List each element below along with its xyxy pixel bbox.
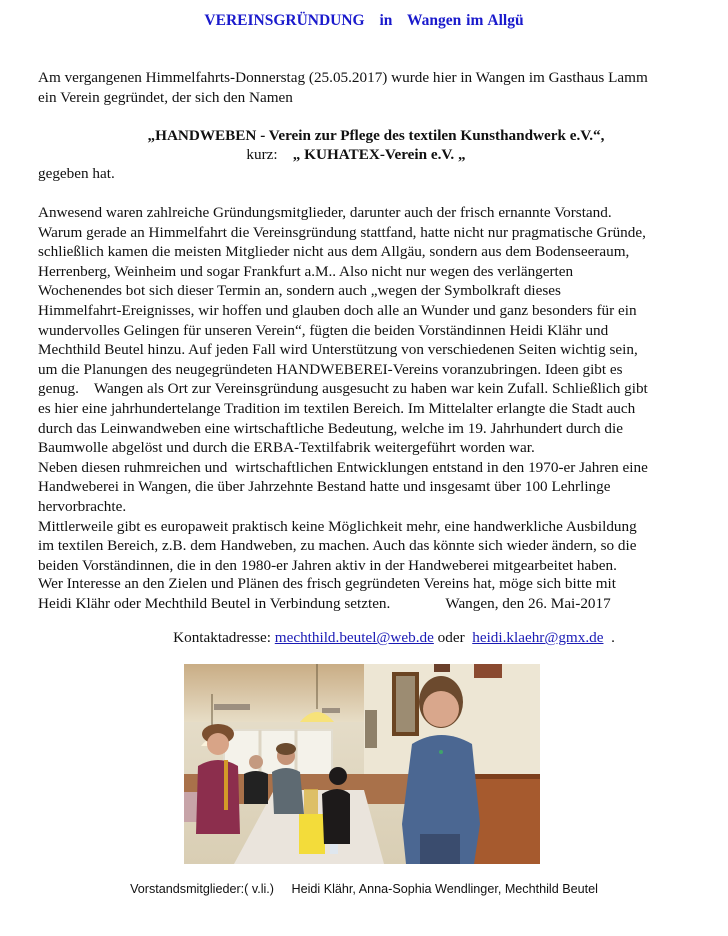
group-photo <box>184 664 540 864</box>
text-line: Anwesend waren zahlreiche Gründungsmitglieder, darunter auch der frisch ernannte Vorstand. <box>38 204 612 221</box>
title-part-1: VEREINSGRÜNDUNG <box>204 12 365 29</box>
club-full-name: „HANDWEBEN - Verein zur Pflege des textilen Kunsthandwerk e.V.“, <box>147 127 605 144</box>
text-line: schließlich kamen die meisten Mitglieder nicht aus dem Allgäu, sondern aus dem Bodenseeraum, <box>38 243 630 261</box>
text-line: Wer Interesse an den Zielen und Plänen des frisch gegründeten Vereins hat, möge sich bitte mit <box>38 575 616 592</box>
text-line: Baumwolle abgelöst und durch die ERBA-Textilfabrik weitergeführt worden war. <box>38 439 535 457</box>
title-part-3: Wangen im Allgü <box>407 12 524 29</box>
text-line: Handweberei in Wangen, die über Jahrzehnte Bestand hatte und insgesamt über 100 Lehrlinge <box>38 478 611 496</box>
closing-paragraph <box>38 574 698 613</box>
club-short-name <box>0 145 720 165</box>
contact-line <box>30 628 728 648</box>
short-label: kurz: <box>246 146 278 163</box>
text-line: um die Planungen des neugegründeten HANDWEBEREI-Vereins voranzubringen. Ideen gibt es <box>38 360 623 378</box>
text-line: wundervolles Gelingen für unseren Verein“, fügten die beiden Vorständinnen Heidi Klähr und <box>38 321 609 339</box>
intro-paragraph <box>38 68 698 107</box>
text-line: Warum gerade an Himmelfahrt die Vereinsgründung stattfand, hatte nicht nur pragmatische Gründe, <box>38 223 646 241</box>
text-line: Am vergangenen Himmelfahrts-Donnerstag (25.05.2017) wurde hier in Wangen im Gasthaus Lamm <box>38 69 648 86</box>
caption-label: Vorstandsmitglieder:( v.li.) <box>130 882 275 896</box>
caption-names: Heidi Klähr, Anna-Sophia Wendlinger, Mechthild Beutel <box>291 882 598 896</box>
photo-illustration <box>184 664 540 864</box>
place-date: Wangen, den 26. Mai-2017 <box>445 594 611 612</box>
page-title <box>0 12 728 30</box>
contact-label: Kontaktadresse: <box>173 629 271 646</box>
text-line: genug. Wangen als Ort zur Vereinsgründung ausgesucht zu haben war kein Zufall. Schließlich gibt <box>38 380 648 398</box>
text-line <box>38 594 698 614</box>
text-line: Neben diesen ruhmreichen und wirtschaftlichen Entwicklungen entstand in den 1970-er Jahren eine <box>38 458 648 476</box>
main-paragraph <box>38 203 698 575</box>
text-line: durch das Leinwandweben eine wirtschaftliche Bedeutung, welche im 19. Jahrhundert durch die <box>38 419 623 437</box>
contact-end: . <box>611 629 615 646</box>
email-link-heidi[interactable]: heidi.klaehr@gmx.de <box>472 629 604 646</box>
title-part-2: in <box>379 12 393 29</box>
text-line: Herrenberg, Weinheim und sogar Frankfurt a.M.. Also nicht nur wegen des verlängerten <box>38 262 574 280</box>
contact-connector: oder <box>437 629 465 646</box>
text-line: ein Verein gegründet, der sich den Namen <box>38 88 293 106</box>
text-line: Mechthild Beutel hinzu. Auf jeden Fall wird Unterstützung von verschiedenen Seiten wichtig sein, <box>38 341 638 359</box>
club-name-after: gegeben hat. <box>38 165 115 182</box>
text-line: beiden Vorständinnen, die in den 1980-er Jahren aktiv in der Handweberei mitgearbeitet haben. <box>38 556 617 574</box>
text-line: es hier eine jahrhundertelange Tradition im textilen Bereich. Im Mittelalter erlangte die Stadt auch <box>38 399 636 417</box>
text-line: hervorbrachte. <box>38 497 127 515</box>
photo-caption <box>0 882 728 896</box>
closing-line-2: Heidi Klähr oder Mechthild Beutel in Verbindung setzten. <box>38 594 391 612</box>
text-line: im textilen Bereich, z.B. dem Handweben, zu machen. Auch das könnte sich wieder ändern, so die <box>38 537 637 555</box>
text-line: Mittlerweile gibt es europaweit praktisch keine Möglichkeit mehr, eine handwerkliche Ausbildung <box>38 517 637 535</box>
short-name: „ KUHATEX-Verein e.V. „ <box>292 146 466 163</box>
text-line: Wochenendes bot sich dieser Termin an, sondern auch „wegen der Symbolkraft dieses <box>38 282 561 300</box>
text-line: Himmelfahrt-Ereignisses, wir hoffen und glauben doch alle an Wunder und ganz besonders für ein <box>38 301 637 319</box>
email-link-mechthild[interactable]: mechthild.beutel@web.de <box>274 629 434 646</box>
